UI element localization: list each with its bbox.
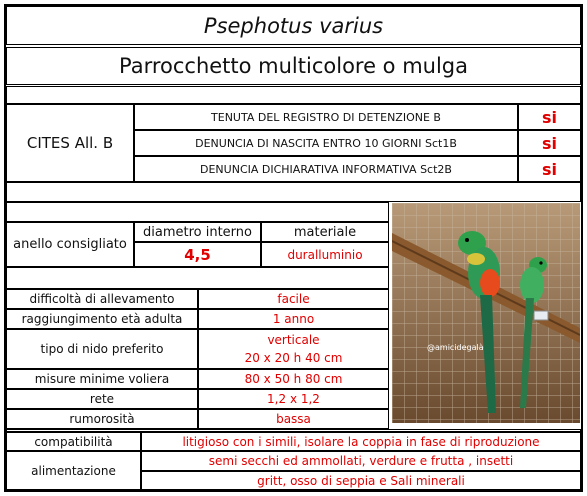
breeding-label-nido: tipo di nido preferito — [6, 329, 198, 369]
breeding-label-difficolta: difficoltà di allevamento — [6, 289, 198, 309]
spacer-row-3 — [6, 267, 389, 289]
breeding-value-difficolta: facile — [198, 289, 389, 309]
cites-value-registro: si — [518, 104, 581, 130]
breeding-value-rumorosita: bassa — [198, 409, 389, 429]
parrot-illustration — [392, 203, 580, 423]
cites-item-dichiarativa: DENUNCIA DICHIARATIVA INFORMATIVA Sct2B — [134, 156, 518, 182]
breeding-label-rumorosita: rumorosità — [6, 409, 198, 429]
parrot-photo — [392, 203, 580, 423]
common-name: Parrocchetto multicolore o mulga — [6, 47, 581, 85]
nido-type: verticale — [267, 333, 320, 347]
breeding-value-voliera: 80 x 50 h 80 cm — [198, 369, 389, 389]
spacer-row — [6, 86, 581, 104]
cites-value-nascita: si — [518, 130, 581, 156]
ring-material-header: materiale — [261, 222, 389, 242]
cites-value-dichiarativa: si — [518, 156, 581, 182]
ring-diameter-value: 4,5 — [134, 242, 261, 267]
cites-item-registro: TENUTA DEL REGISTRO DI DETENZIONE B — [134, 104, 518, 130]
ring-diameter-header: diametro interno — [134, 222, 261, 242]
photo-credit: @amicidegalà — [427, 343, 484, 352]
breeding-label-eta: raggiungimento età adulta — [6, 309, 198, 329]
cites-item-nascita: DENUNCIA DI NASCITA ENTRO 10 GIORNI Sct1B — [134, 130, 518, 156]
breeding-value-rete: 1,2 x 1,2 — [198, 389, 389, 409]
ring-label: anello consigliato — [6, 222, 134, 267]
cites-label: CITES All. B — [6, 104, 134, 182]
spacer-row-2 — [6, 182, 581, 202]
breeding-label-voliera: misure minime voliera — [6, 369, 198, 389]
latin-name: Psephotus varius — [6, 6, 581, 45]
compat-value: litigioso con i simili, isolare la coppia in fase di riproduzione — [141, 432, 581, 451]
food-line-2: gritt, osso di seppia e Sali minerali — [141, 471, 581, 490]
breeding-value-nido — [198, 329, 389, 369]
food-line-1: semi secchi ed ammollati, verdure e frutta , insetti — [141, 451, 581, 471]
nido-size: 20 x 20 h 40 cm — [244, 351, 343, 365]
breeding-label-rete: rete — [6, 389, 198, 409]
ring-material-value: duralluminio — [261, 242, 389, 267]
breeding-value-eta: 1 anno — [198, 309, 389, 329]
compat-label: compatibilità — [6, 432, 141, 451]
food-label: alimentazione — [6, 451, 141, 490]
ring-top-blank — [6, 202, 389, 222]
